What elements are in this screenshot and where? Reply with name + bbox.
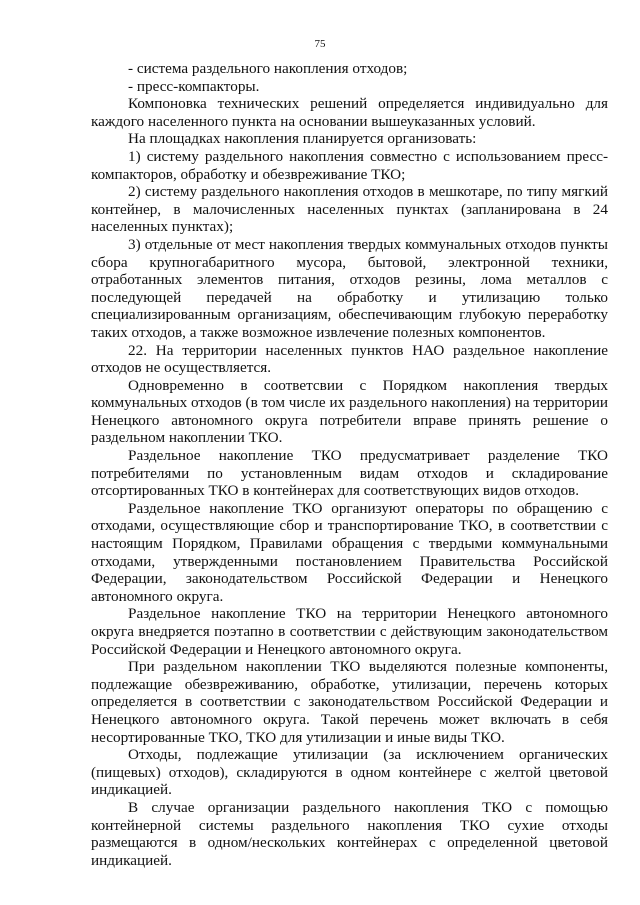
paragraph-item-3: 3) отдельные от мест накопления твердых коммунальных отходов пункты сбора крупногабаритного мусора, бытовой, электронной техники, отработанных элементов питания, отходов резины, лома металлов с последующей передачей на обработку и утилизацию только специализированным организациям, обеспечивающим глубокую переработку таких отходов, а также возможное извлечение полезных компонентов.: [91, 235, 608, 341]
paragraph-technical-layout: Компоновка технических решений определяется индивидуально для каждого населенного пункта на основании вышеуказанных условий.: [91, 95, 608, 130]
paragraph-press-compactors: - пресс-компакторы.: [128, 77, 260, 95]
document-body: [91, 60, 608, 869]
paragraph-item-1: 1) систему раздельного накопления совместно с использованием пресс-компакторов, обработку и обезвреживание ТКО;: [91, 147, 608, 183]
paragraph-item-2: 2) систему раздельного накопления отходов в мешкотаре, по типу мягкий контейнер, в малочисленных населенных пунктах (запланирована в 24 населенных пунктах);: [91, 183, 608, 236]
paragraph-container-system: В случае организации раздельного накопления ТКО с помощью контейнерной системы раздельного накопления ТКО сухие отходы размещаются в одном/нескольких контейнерах с определенной цветовой индикацией.: [91, 798, 608, 869]
paragraph-useful-components: При раздельном накоплении ТКО выделяются полезные компоненты, подлежащие обезвреживанию, обработке, утилизации, перечень которых определяется в соответствии с законодательством Российской Федерации и Ненецкого автономного округа. Такой перечень может включать в себя несортированные ТКО, ТКО для утилизации и иные виды ТКО.: [91, 658, 608, 746]
paragraph-phased-introduction: Раздельное накопление ТКО на территории Ненецкого автономного округа внедряется поэтапно в соответствии с действующим законодательством Российской Федерации и Ненецкого автономного округа.: [91, 605, 608, 658]
paragraph-clause-22: 22. На территории населенных пунктов НАО раздельное накопление отходов не осуществляется.: [91, 341, 608, 377]
paragraph-planned-organization: На площадках накопления планируется организовать:: [128, 130, 477, 148]
paragraph-consumer-decision: Одновременно в соответсвии с Порядком накопления твердых коммунальных отходов (в том числе их раздельного накопления) на территории Ненецкого автономного округа потребители вправе принять решение о раздельном накоплении ТКО.: [91, 376, 608, 447]
paragraph-separation-definition: Раздельное накопление ТКО предусматривает разделение ТКО потребителями по установленным видам отходов и складирование отсортированных ТКО в контейнерах для соответствующих видов отходов.: [91, 447, 608, 500]
page-number: 75: [314, 38, 326, 50]
paragraph-yellow-container: Отходы, подлежащие утилизации (за исключением органических (пищевых) отходов), складируются в одном контейнере с желтой цветовой индикацией.: [91, 746, 608, 799]
paragraph-operators: Раздельное накопление ТКО организуют операторы по обращению с отходами, осуществляющие сбор и транспортирование ТКО, в соответствии с настоящим Порядком, Правилами обращения с твердыми коммунальными отходами, утвержденными постановлением Правительства Российской Федерации, законодательством Российской Федерации и Ненецкого автономного округа.: [91, 499, 608, 605]
paragraph-waste-separation-system: - система раздельного накопления отходов;: [128, 60, 408, 77]
